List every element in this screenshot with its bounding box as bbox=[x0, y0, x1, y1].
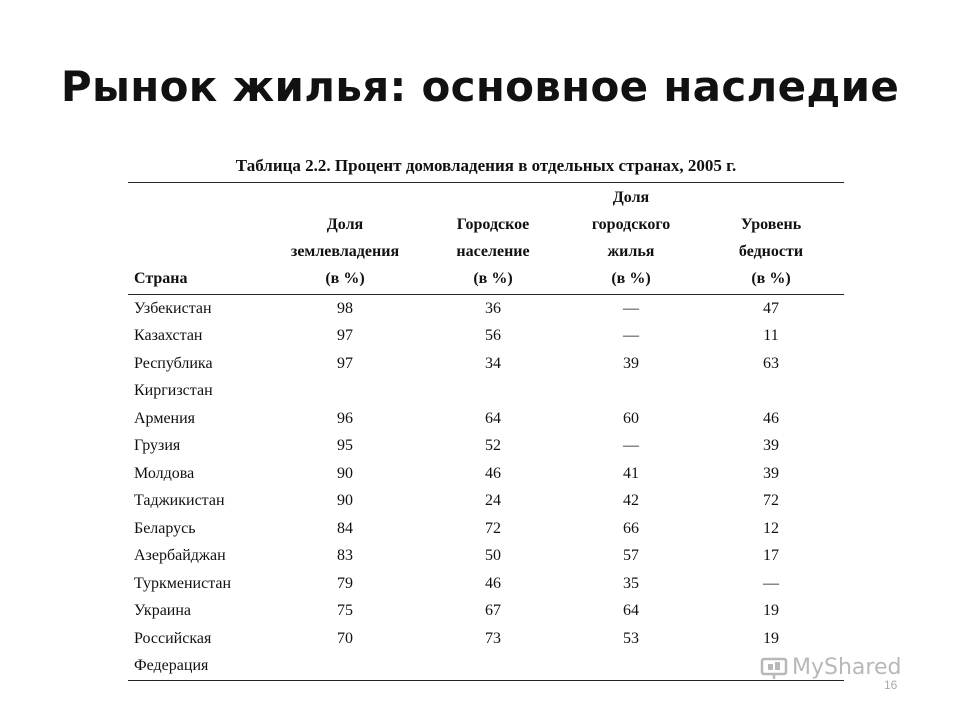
cell-country: Узбекистан bbox=[134, 300, 212, 317]
cell-urban: 36 bbox=[485, 300, 501, 317]
cell-land: 83 bbox=[337, 547, 353, 564]
slide-title: Рынок жилья: основное наследие bbox=[60, 62, 900, 111]
cell-urban: 46 bbox=[485, 575, 501, 592]
header-line: (в %) bbox=[751, 270, 791, 287]
cell-country: Грузия bbox=[134, 437, 181, 454]
cell-country-continued: Федерация bbox=[134, 657, 209, 674]
cell-poverty: 39 bbox=[763, 437, 779, 454]
table-row bbox=[128, 295, 844, 322]
cell-urban: 50 bbox=[485, 547, 501, 564]
cell-poverty: 19 bbox=[763, 602, 779, 619]
cell-country: Казахстан bbox=[134, 327, 203, 344]
cell-country: Таджикистан bbox=[134, 492, 225, 509]
header-line: бедности bbox=[738, 243, 804, 260]
cell-land: 97 bbox=[337, 327, 353, 344]
cell-housing: 57 bbox=[623, 547, 639, 564]
table-row bbox=[128, 432, 844, 459]
cell-country: Армения bbox=[134, 410, 196, 427]
header-line: Доля bbox=[326, 216, 364, 233]
presentation-icon bbox=[760, 656, 788, 680]
table-row bbox=[128, 487, 844, 514]
cell-land: 79 bbox=[337, 575, 353, 592]
table-row bbox=[128, 570, 844, 597]
header-line: землевладения bbox=[290, 243, 400, 260]
cell-land: 90 bbox=[337, 465, 353, 482]
cell-land: 98 bbox=[337, 300, 353, 317]
table-top-rule bbox=[128, 182, 844, 183]
table-row bbox=[128, 515, 844, 542]
cell-housing: — bbox=[623, 300, 639, 317]
cell-housing: 35 bbox=[623, 575, 639, 592]
header-country-line: Страна bbox=[134, 270, 188, 287]
cell-land: 90 bbox=[337, 492, 353, 509]
cell-poverty: 47 bbox=[763, 300, 779, 317]
cell-poverty: 12 bbox=[763, 520, 779, 537]
cell-urban: 73 bbox=[485, 630, 501, 647]
cell-housing: 53 bbox=[623, 630, 639, 647]
cell-urban: 52 bbox=[485, 437, 501, 454]
cell-country: Туркменистан bbox=[134, 575, 232, 592]
cell-land: 70 bbox=[337, 630, 353, 647]
header-line: (в %) bbox=[325, 270, 365, 287]
header-line: жилья bbox=[607, 243, 655, 260]
cell-urban: 34 bbox=[485, 355, 501, 372]
cell-urban: 64 bbox=[485, 410, 501, 427]
table-row bbox=[128, 597, 844, 624]
cell-poverty: 63 bbox=[763, 355, 779, 372]
page-number: 16 bbox=[884, 678, 898, 692]
cell-housing: 39 bbox=[623, 355, 639, 372]
cell-housing: — bbox=[623, 327, 639, 344]
cell-housing: 42 bbox=[623, 492, 639, 509]
cell-land: 84 bbox=[337, 520, 353, 537]
cell-poverty: 19 bbox=[763, 630, 779, 647]
cell-country: Украина bbox=[134, 602, 192, 619]
table-row bbox=[128, 542, 844, 569]
cell-poverty: 11 bbox=[763, 327, 779, 344]
header-line: Доля bbox=[612, 189, 650, 206]
header-line: Уровень bbox=[740, 216, 802, 233]
cell-country: Беларусь bbox=[134, 520, 196, 537]
cell-land: 96 bbox=[337, 410, 353, 427]
table-row bbox=[128, 460, 844, 487]
header-land-share bbox=[280, 186, 410, 292]
cell-urban: 72 bbox=[485, 520, 501, 537]
cell-urban: 24 bbox=[485, 492, 501, 509]
watermark-text: MyShared bbox=[792, 655, 902, 680]
cell-country: Республика bbox=[134, 355, 213, 372]
header-urban-housing bbox=[566, 186, 696, 292]
header-urban-population bbox=[428, 186, 558, 292]
cell-country: Российская bbox=[134, 630, 212, 647]
cell-country: Азербайджан bbox=[134, 547, 226, 564]
table-row bbox=[128, 350, 844, 377]
header-line: (в %) bbox=[611, 270, 651, 287]
cell-land: 97 bbox=[337, 355, 353, 372]
table-bottom-rule bbox=[128, 680, 844, 681]
cell-country-continued: Киргизстан bbox=[134, 382, 213, 399]
cell-housing: 64 bbox=[623, 602, 639, 619]
cell-poverty: 46 bbox=[763, 410, 779, 427]
header-line: Городское bbox=[456, 216, 530, 233]
cell-land: 75 bbox=[337, 602, 353, 619]
table-row bbox=[128, 405, 844, 432]
cell-urban: 46 bbox=[485, 465, 501, 482]
cell-housing: 41 bbox=[623, 465, 639, 482]
header-country bbox=[134, 186, 274, 292]
cell-urban: 67 bbox=[485, 602, 501, 619]
cell-urban: 56 bbox=[485, 327, 501, 344]
table-row bbox=[128, 625, 844, 652]
cell-housing: 60 bbox=[623, 410, 639, 427]
header-line: городского bbox=[591, 216, 671, 233]
cell-country: Молдова bbox=[134, 465, 195, 482]
header-poverty-level bbox=[706, 186, 836, 292]
table-row bbox=[128, 322, 844, 349]
cell-poverty: 17 bbox=[763, 547, 779, 564]
cell-land: 95 bbox=[337, 437, 353, 454]
watermark bbox=[760, 655, 901, 680]
table-caption: Таблица 2.2. Процент домовладения в отдельных странах, 2005 г. bbox=[235, 156, 737, 175]
cell-housing: 66 bbox=[623, 520, 639, 537]
header-line: (в %) bbox=[473, 270, 513, 287]
cell-housing: — bbox=[623, 437, 639, 454]
header-line: население bbox=[456, 243, 530, 260]
cell-poverty: 72 bbox=[763, 492, 779, 509]
cell-poverty: 39 bbox=[763, 465, 779, 482]
cell-poverty: — bbox=[763, 575, 779, 592]
